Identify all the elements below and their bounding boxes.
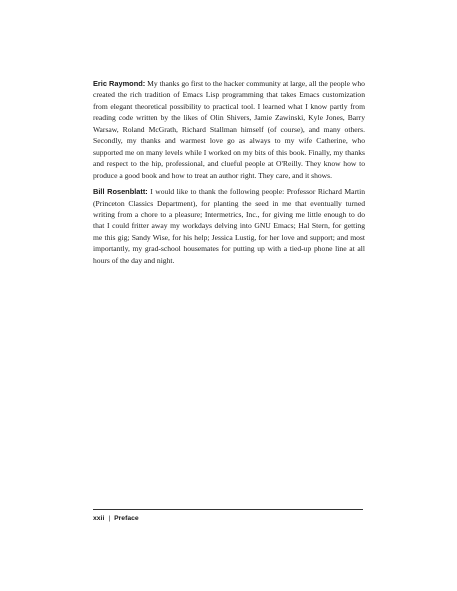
acknowledgement-paragraph (93, 78, 365, 181)
page-footer (93, 514, 139, 523)
body-text (93, 78, 365, 271)
paragraph-text: My thanks go first to the hacker community at large, all the people who created the rich tradition of Emacs Lisp programming that takes Emacs customization from elegant theoretical possibility to practical tool. I learned what I know partly from reading code written by the likes of Olin Shivers, Jamie Zawinski, Kyle Jones, Barry Warsaw, Roland McGrath, Richard Stallman himself (of course), and many others. Secondly, my thanks and warmest love go as always to my wife Catherine, who supported me on many levels while I worked on my bits of this book. Finally, my thanks and respect to the hip, professional, and clueful people at O'Reilly. They know how to produce a good book and how to treat an author right. They care, and it shows. (93, 79, 365, 180)
paragraph-text: I would like to thank the following people: Professor Richard Martin (Princeton Classics Department), for planting the seed in me that eventually turned writing from a chore to a pleasure; Intermetrics, Inc., for giving me little enough to do that I could fritter away my workdays delving into GNU Emacs; Hal Stern, for getting me this gig; Sandy Wise, for his help; Jessica Lustig, for her love and support; and most importantly, my grad-school housemates for putting up with a tied-up phone line at all hours of the day and night. (93, 187, 366, 265)
speaker-name: Bill Rosenblatt: (93, 187, 148, 197)
page-number: xxii (93, 515, 105, 522)
speaker-name: Eric Raymond: (93, 79, 146, 88)
footer-separator: | (108, 515, 111, 522)
section-title: Preface (114, 515, 139, 522)
acknowledgement-paragraph (93, 186, 365, 266)
footer-divider (93, 509, 363, 510)
